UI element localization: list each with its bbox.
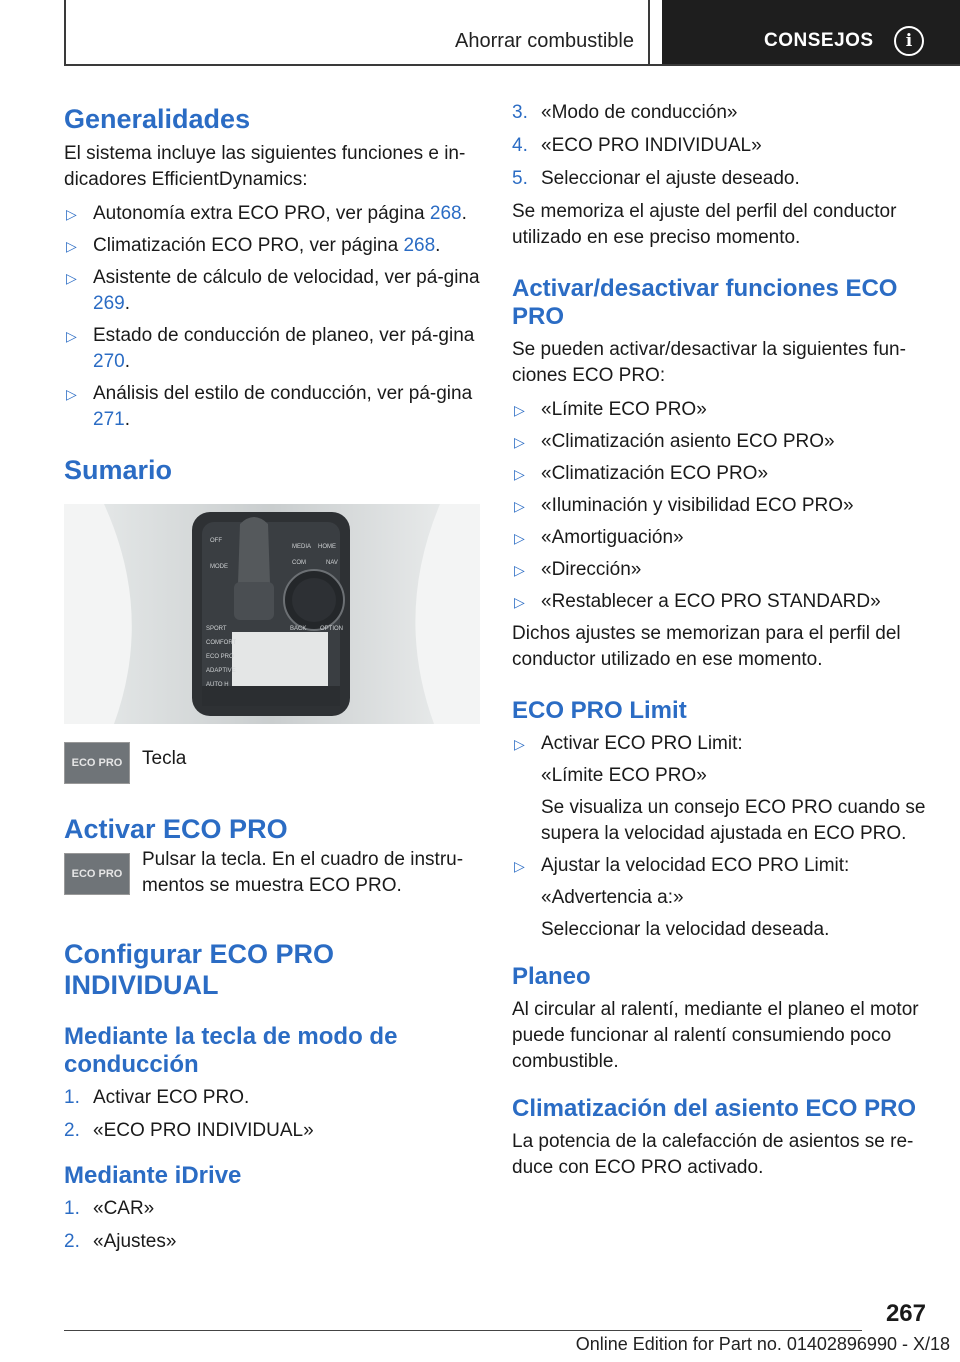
heading-climatizacion-asiento: Climatización del asiento ECO PRO	[512, 1095, 917, 1122]
step-text: «Modo de conducción»	[541, 102, 738, 123]
step-item	[64, 1229, 480, 1255]
limit-item-1: ▷ Activar ECO PRO Limit:	[512, 731, 928, 757]
list-item: ▷ «Iluminación y visibilidad ECO PRO»	[512, 493, 928, 519]
bullet-triangle-icon: ▷	[514, 434, 525, 450]
heading-activar: Activar ECO PRO	[64, 814, 288, 844]
step-text: «CAR»	[93, 1198, 155, 1219]
list-item: ▷ «Climatización asiento ECO PRO»	[512, 429, 928, 455]
paragraph-climatizacion-asiento: La potencia de la calefacción de asientos se re-duce con ECO PRO activado.	[512, 1131, 914, 1178]
limit-item-2b: Seleccionar la velocidad deseada.	[541, 919, 830, 940]
list-item: ▷ «Límite ECO PRO»	[512, 397, 928, 423]
heading-activar-desactivar: Activar/desactivar funciones ECO PRO	[512, 275, 898, 330]
steps-continued-list	[512, 100, 928, 192]
bullet-triangle-icon: ▷	[514, 562, 525, 578]
bullet-triangle-icon: ▷	[66, 328, 77, 344]
page-number: 267	[885, 1300, 926, 1327]
list-item: ▷ Climatización ECO PRO, ver página 268.	[64, 233, 480, 259]
step-item	[512, 100, 928, 126]
bullet-triangle-icon: ▷	[66, 386, 77, 402]
eco-pro-button-image: ECO PRO	[64, 742, 130, 784]
limit-item-1b: Se visualiza un consejo ECO PRO cuando se supera la velocidad ajustada en ECO PRO.	[541, 797, 926, 844]
bullet-triangle-icon: ▷	[66, 238, 77, 254]
step-text: Seleccionar el ajuste deseado.	[541, 168, 800, 189]
step-number: 1.	[64, 1087, 80, 1108]
chapter-tab-label: CONSEJOS	[764, 30, 874, 51]
step-item	[512, 166, 928, 192]
heading-mediante-idrive: Mediante iDrive	[64, 1162, 242, 1189]
list-item: ▷ «Restablecer a ECO PRO STANDARD»	[512, 589, 928, 615]
photo-label-option: OPTION	[320, 626, 344, 632]
step-text: «Ajustes»	[93, 1231, 177, 1252]
heading-generalidades: Generalidades	[64, 104, 251, 134]
bullet-triangle-icon: ▷	[514, 736, 525, 752]
right-column	[512, 100, 928, 1181]
limit-item-2: ▷ Ajustar la velocidad ECO PRO Limit:	[512, 853, 928, 879]
photo-label-home: HOME	[318, 544, 336, 550]
step-text: «ECO PRO INDIVIDUAL»	[541, 135, 762, 156]
header-divider-left	[64, 0, 66, 64]
heading-configurar: Configurar ECO PRO INDIVIDUAL	[64, 939, 335, 1000]
footer-rule	[64, 1330, 862, 1331]
console-illustration	[64, 504, 480, 724]
page-link[interactable]: 271	[93, 409, 125, 430]
feature-list	[64, 201, 480, 433]
bullet-triangle-icon: ▷	[514, 498, 525, 514]
section-title: Ahorrar combustible	[455, 30, 634, 52]
paragraph-planeo: Al circular al ralentí, mediante el planeo el motor puede funcionar al ralentí consumiendo poco combustible.	[512, 999, 919, 1072]
paragraph-activar-desactivar: Se pueden activar/desactivar la siguientes fun-ciones ECO PRO:	[512, 339, 906, 386]
header-divider-right	[648, 0, 650, 64]
paragraph-dichos: Dichos ajustes se memorizan para el perfil del conductor utilizado en ese momento.	[512, 623, 901, 670]
photo-label-autoh: AUTO H	[206, 682, 229, 688]
step-number: 2.	[64, 1120, 80, 1141]
page-link[interactable]: 270	[93, 351, 125, 372]
step-number: 4.	[512, 135, 528, 156]
list-item: ▷ «Climatización ECO PRO»	[512, 461, 928, 487]
list-item: ▷ Asistente de cálculo de velocidad, ver pá-gina 269.	[66, 267, 480, 314]
step-item	[64, 1196, 480, 1222]
step-text: Activar ECO PRO.	[93, 1087, 250, 1108]
photo-label-mode: MODE	[210, 564, 228, 570]
page-link[interactable]: 269	[93, 293, 125, 314]
tecla-label: Tecla	[142, 748, 187, 769]
step-number: 2.	[64, 1231, 80, 1252]
step-text: «ECO PRO INDIVIDUAL»	[93, 1120, 314, 1141]
paragraph-generalidades: El sistema incluye las siguientes funciones e in-dicadores EfficientDynamics:	[64, 143, 466, 190]
list-item: ▷ Estado de conducción de planeo, ver pá-gina 270.	[66, 325, 475, 372]
info-icon[interactable]: i	[894, 26, 924, 56]
eco-pro-functions-list	[512, 397, 928, 615]
steps-tecla-list	[64, 1085, 480, 1144]
photo-label-com: COM	[292, 560, 306, 566]
limit-item-1a: «Límite ECO PRO»	[541, 765, 707, 786]
step-number: 5.	[512, 168, 528, 189]
photo-label-back: BACK	[290, 626, 307, 632]
step-item	[512, 133, 928, 159]
bullet-triangle-icon: ▷	[514, 466, 525, 482]
steps-idrive-list	[64, 1196, 480, 1255]
paragraph-memoriza: Se memoriza el ajuste del perfil del conductor utilizado en ese preciso momento.	[512, 201, 897, 248]
photo-label-comfort: COMFORT	[206, 640, 237, 646]
bullet-triangle-icon: ▷	[514, 402, 525, 418]
bullet-triangle-icon: ▷	[66, 206, 77, 222]
step-number: 3.	[512, 102, 528, 123]
eco-pro-button-image-2: ECO PRO	[64, 853, 130, 895]
photo-label-off: OFF	[210, 538, 222, 544]
heading-sumario: Sumario	[64, 455, 173, 485]
photo-label-adaptive: ADAPTIVE	[206, 668, 236, 674]
bullet-triangle-icon: ▷	[514, 594, 525, 610]
list-item: ▷ «Amortiguación»	[512, 525, 928, 551]
step-number: 1.	[64, 1198, 80, 1219]
photo-label-ecopro: ECO PRO	[206, 654, 234, 660]
list-item: ▷ Análisis del estilo de conducción, ver pá-gina 271.	[66, 383, 473, 430]
edition-note: Online Edition for Part no. 01402896990 - X/18	[575, 1334, 950, 1354]
bullet-triangle-icon: ▷	[514, 858, 525, 874]
page-link[interactable]: 268	[403, 235, 436, 256]
list-item: ▷ Autonomía extra ECO PRO, ver página 268.	[64, 201, 480, 227]
heading-eco-pro-limit: ECO PRO Limit	[512, 697, 687, 724]
console-photo	[64, 504, 480, 724]
tecla-row	[64, 742, 480, 784]
header-rule	[64, 64, 960, 66]
step-item	[64, 1118, 480, 1144]
bullet-triangle-icon: ▷	[514, 530, 525, 546]
activar-row	[64, 849, 480, 899]
heading-planeo: Planeo	[512, 963, 591, 990]
page-link[interactable]: 268	[429, 203, 462, 224]
limit-item-2a: «Advertencia a:»	[541, 887, 684, 908]
chapter-tab[interactable]	[662, 0, 960, 64]
left-column	[64, 100, 480, 1262]
photo-label-media: MEDIA	[292, 544, 312, 550]
heading-mediante-tecla: Mediante la tecla de modo de conducción	[64, 1023, 398, 1078]
photo-label-nav: NAV	[326, 560, 338, 566]
paragraph-activar: Pulsar la tecla. En el cuadro de instru-mentos se muestra ECO PRO.	[142, 849, 464, 896]
photo-label-sport: SPORT	[206, 626, 227, 632]
step-item	[64, 1085, 480, 1111]
bullet-triangle-icon: ▷	[66, 270, 77, 286]
list-item: ▷ «Dirección»	[512, 557, 928, 583]
